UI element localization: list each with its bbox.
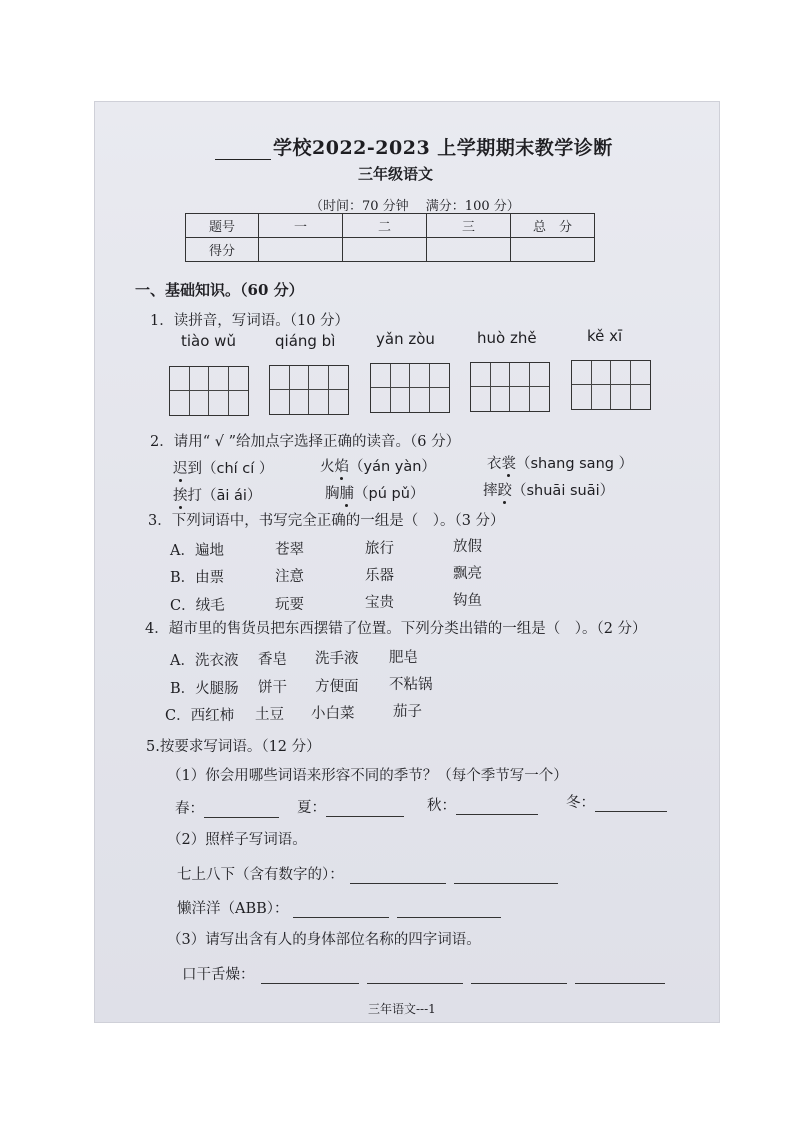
option-word: 钩鱼	[453, 593, 482, 609]
writing-grid[interactable]	[571, 360, 651, 410]
example-abb: 懒洋洋（ABB）：	[177, 897, 501, 918]
writing-grid[interactable]	[370, 363, 450, 413]
question-1-prompt: 1．读拼音，写词语。（10 分）	[150, 313, 350, 329]
option-word: 苍翠	[275, 542, 304, 558]
reading-item[interactable]: 摔跤（shuāi suāi）	[483, 483, 615, 499]
answer-line[interactable]	[204, 803, 279, 818]
question-5-sub3: （3）请写出含有人的身体部位名称的四字词语。	[167, 932, 481, 948]
pinyin-label: kě xī	[587, 327, 623, 345]
score-header-cell: 一	[259, 214, 343, 238]
writing-grid[interactable]	[169, 366, 249, 416]
option-word: 香皂	[258, 652, 287, 668]
score-header-cell: 三	[427, 214, 511, 238]
page-footer: 三年语文---1	[368, 1002, 436, 1016]
option-word: 玩要	[275, 597, 304, 613]
reading-item[interactable]: 胸脯（pú pǔ）	[325, 486, 425, 502]
season-spring: 春：	[175, 797, 279, 818]
option-word: 饼干	[258, 680, 287, 696]
reading-item[interactable]: 挨打（āi ái）	[173, 488, 262, 504]
option-word: 茄子	[393, 704, 422, 720]
exam-title: 学校2022-2023 上学期期末教学诊断	[215, 133, 613, 160]
answer-line[interactable]	[261, 969, 359, 984]
score-cell[interactable]	[259, 238, 343, 262]
pinyin-label: qiáng bì	[275, 332, 336, 350]
option-word: 注意	[275, 569, 304, 585]
answer-line[interactable]	[454, 869, 558, 884]
option-word: 方便面	[315, 679, 359, 695]
answer-line[interactable]	[595, 797, 667, 812]
option-a-label[interactable]: A．洗衣液	[170, 653, 239, 669]
season-autumn: 秋：	[427, 794, 538, 815]
season-winter: 冬：	[566, 791, 667, 812]
question-3-prompt: 3．下列词语中，书写完全正确的一组是（ ）。（3 分）	[148, 513, 505, 529]
option-c-label[interactable]: C．西红柿	[165, 708, 235, 724]
answer-line[interactable]	[456, 800, 538, 815]
answer-line[interactable]	[293, 903, 389, 918]
answer-line[interactable]	[367, 969, 463, 984]
reading-item[interactable]: 火焰（yán yàn）	[320, 459, 436, 475]
option-c-label[interactable]: C．绒毛	[170, 598, 225, 614]
option-word: 洗手液	[315, 651, 359, 667]
option-b-label[interactable]: B．火腿肠	[170, 681, 239, 697]
answer-line[interactable]	[575, 969, 665, 984]
answer-line[interactable]	[326, 802, 404, 817]
option-word: 旅行	[365, 541, 394, 557]
option-word: 飘亮	[453, 566, 482, 582]
score-header-cell: 题号	[186, 214, 259, 238]
writing-grid[interactable]	[470, 362, 550, 412]
option-word: 宝贵	[365, 595, 394, 611]
answer-line[interactable]	[350, 869, 446, 884]
question-5-sub1: （1）你会用哪些词语来形容不同的季节？（每个季节写一个）	[167, 768, 568, 784]
option-word: 土豆	[255, 707, 284, 723]
score-cell[interactable]	[427, 238, 511, 262]
question-5-sub2: （2）照样子写词语。	[167, 832, 307, 848]
example-numbers: 七上八下（含有数字的）：	[177, 863, 558, 884]
school-name-blank[interactable]	[215, 141, 271, 160]
exam-meta: （时间：70 分钟 满分：100 分）	[310, 199, 520, 214]
option-word: 小白菜	[311, 706, 355, 722]
score-row-label: 得分	[186, 238, 259, 262]
question-2-prompt: 2．请用“ √ ”给加点字选择正确的读音。（6 分）	[150, 434, 461, 450]
question-4-prompt: 4．超市里的售货员把东西摆错了位置。下列分类出错的一组是（ ）。（2 分）	[145, 621, 647, 637]
reading-item[interactable]: 衣裳（shang sang ）	[487, 456, 634, 472]
reading-item[interactable]: 迟到（chí cí ）	[173, 461, 274, 477]
option-b-label[interactable]: B．由票	[170, 570, 225, 586]
score-header-cell: 总 分	[511, 214, 595, 238]
option-a-label[interactable]: A．遍地	[170, 543, 224, 559]
pinyin-label: yǎn zòu	[376, 330, 435, 348]
section-heading: 一、基础知识。（60 分）	[135, 281, 304, 299]
answer-line[interactable]	[471, 969, 567, 984]
pinyin-label: huò zhě	[477, 329, 537, 347]
question-5-prompt: 5.按要求写词语。（12 分）	[146, 739, 321, 755]
writing-grid[interactable]	[269, 365, 349, 415]
score-cell[interactable]	[343, 238, 427, 262]
score-table	[185, 213, 595, 262]
option-word: 肥皂	[389, 650, 418, 666]
option-word: 乐器	[365, 568, 394, 584]
season-summer: 夏：	[297, 796, 404, 817]
answer-line[interactable]	[397, 903, 501, 918]
option-word: 放假	[453, 539, 482, 555]
score-header-cell: 二	[343, 214, 427, 238]
score-cell[interactable]	[511, 238, 595, 262]
pinyin-label: tiào wǔ	[181, 332, 236, 350]
exam-subtitle: 三年级语文	[358, 165, 434, 183]
option-word: 不粘锅	[389, 677, 433, 693]
example-body-parts: 口干舌燥：	[182, 963, 665, 984]
